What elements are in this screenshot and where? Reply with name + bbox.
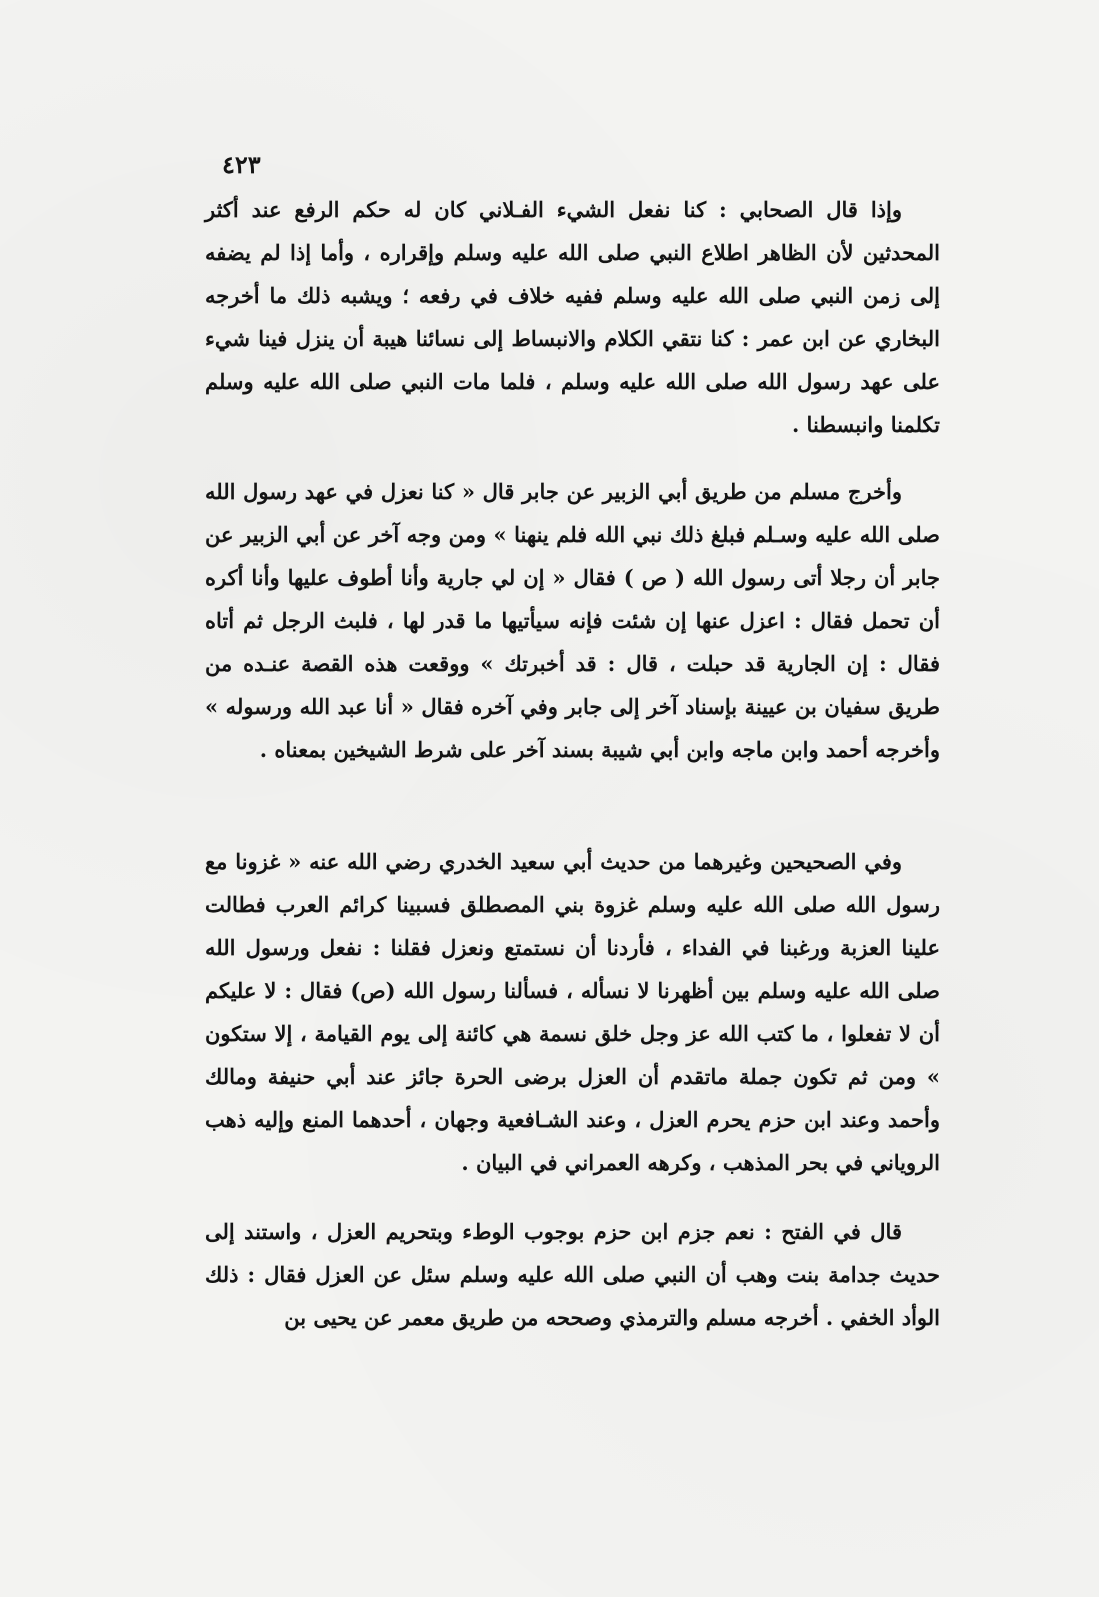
paragraph-text: قال في الفتح : نعم جزم ابن حزم بوجوب الوطء وبتحريم العزل ، واستند إلى حديث جدامة بنت وهب أن النبي صلى الله عليه وسلم سئل عن العزل فقال : ذلك الوأد الخفي . أخرجه مسلم والترمذي وصححه من طريق معمر عن يحيى بن <box>205 1219 940 1330</box>
paragraph-4 <box>205 1210 940 1339</box>
paragraph-text: وفي الصحيحين وغيرهما من حديث أبي سعيد الخدري رضي الله عنه « غزونا مع رسول الله صلى الله عليه وسلم غزوة بني المصطلق فسبينا كرائم العرب فطالت علينا العزبة ورغبنا في الفداء ، فأردنا أن نستمتع ونعزل فقلنا : نفعل ورسول الله صلى الله عليه وسلم بين أظهرنا لا نسأله ، فسألنا رسول الله (ص) فقال : لا عليكم أن لا تفعلوا ، ما كتب الله عز وجل خلق نسمة هي كائنة إلى يوم القيامة ، إلا ستكون » ومن ثم تكون جملة ماتقدم أن العزل برضى الحرة جائز عند أبي حنيفة ومالك وأحمد وعند ابن حزم يحرم العزل ، وعند الشـافعية وجهان ، أحدهما المنع وإليه ذهب الروياني في بحر المذهب ، وكرهه العمراني في البيان . <box>205 849 940 1175</box>
paragraph-text: وأخرج مسلم من طريق أبي الزبير عن جابر قال « كنا نعزل في عهد رسول الله صلى الله عليه وسـلم فبلغ ذلك نبي الله فلم ينهنا » ومن وجه آخر عن أبي الزبير عن جابر أن رجلا أتى رسول الله ( ص ) فقال « إن لي جارية وأنا أطوف عليها وأنا أكره أن تحمل فقال : اعزل عنها إن شئت فإنه سيأتيها ما قدر لها ، فلبث الرجل ثم أتاه فقال : إن الجارية قد حبلت ، قال : قد أخبرتك » ووقعت هذه القصة عنـده من طريق سفيان بن عيينة بإسناد آخر إلى جابر وفي آخره فقال « أنا عبد الله ورسوله » وأخرجه أحمد وابن ماجه وابن أبي شيبة بسند آخر على شرط الشيخين بمعناه . <box>205 479 940 762</box>
paragraph-3 <box>205 840 940 1184</box>
page-number: ٤٢٣ <box>222 150 261 179</box>
paragraph-1 <box>205 188 940 446</box>
paragraph-text: وإذا قال الصحابي : كنا نفعل الشيء الفـلاني كان له حكم الرفع عند أكثر المحدثين لأن الظاهر اطلاع النبي صلى الله عليه وسلم وإقراره ، وأما إذا لم يضفه إلى زمن النبي صلى الله عليه وسلم ففيه خلاف في رفعه ؛ ويشبه ذلك ما أخرجه البخاري عن ابن عمر : كنا نتقي الكلام والانبساط إلى نسائنا هيبة أن ينزل فينا شيء على عهد رسول الله صلى الله عليه وسلم ، فلما مات النبي صلى الله عليه وسلم تكلمنا وانبسطنا . <box>205 197 940 437</box>
paragraph-2 <box>205 470 940 771</box>
